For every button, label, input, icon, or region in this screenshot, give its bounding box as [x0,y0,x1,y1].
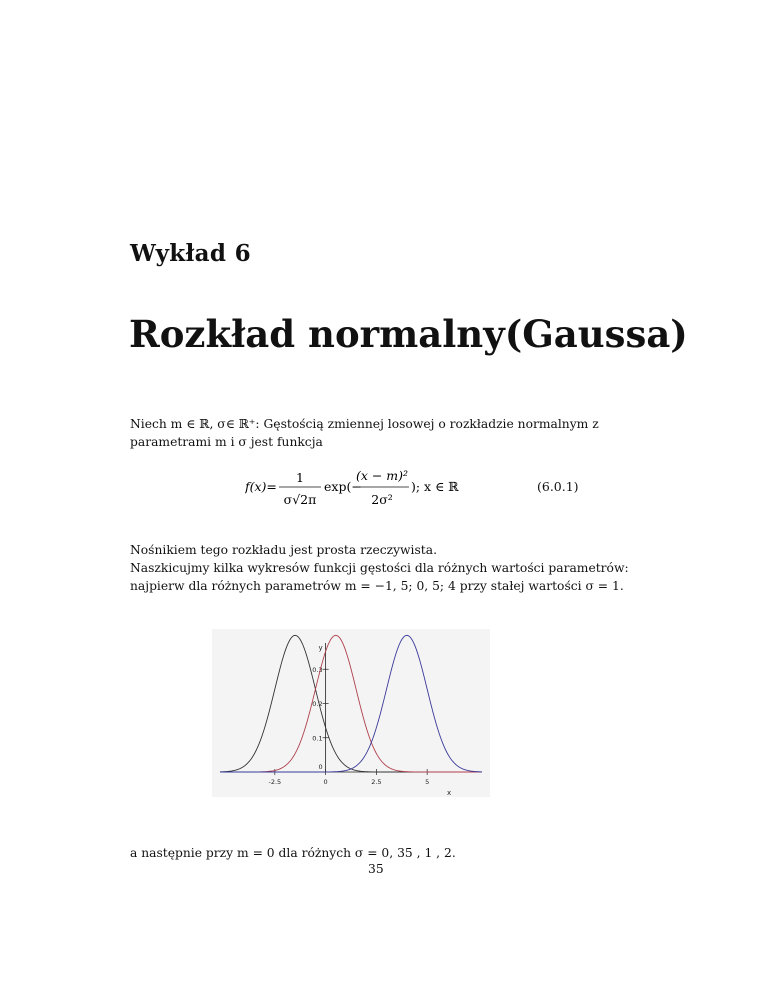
y-tick-label: 0.3 [312,665,323,674]
y-tick-label: 0 [318,763,323,771]
intro-paragraph [130,415,650,451]
eq-frac2-numerator: (x − m)² [355,468,409,483]
y-axis-label: y [318,644,323,652]
eq-frac1-numerator: 1 [296,470,304,485]
y-tick-label: 0.2 [312,700,323,708]
x-axis-label: x [447,789,452,797]
equation-number: (6.0.1) [537,479,579,494]
eq-lhs: f(x)= [245,479,277,494]
intro-line-2: parametrami m i σ jest funkcja [130,435,323,449]
x-tick-label: 0 [323,778,328,786]
eq-exp: exp(− [324,479,362,494]
eq-frac1-denominator: σ√2π [283,492,317,507]
page-number: 35 [368,862,384,876]
density-equation [245,458,645,514]
normal-density-chart [212,629,490,797]
chapter-heading: Wykład 6 [130,240,251,267]
x-tick-label: 2.5 [371,778,382,786]
y-tick-label: 0.1 [312,734,323,743]
intro-line-1: Niech m ∈ ℝ, σ∈ ℝ⁺: Gęstością zmiennej losowej o rozkładzie normalnym z [130,417,599,431]
body-paragraph [130,541,650,595]
eq-frac2-denominator: 2σ² [371,492,393,507]
body-line-3: najpierw dla różnych parametrów m = −1, 5; 0, 5; 4 przy stałej wartości σ = 1. [130,579,624,593]
closing-sentence: a następnie przy m = 0 dla różnych σ = 0, 35 , 1 , 2. [130,846,456,860]
eq-rhs: ); x ∈ ℝ [411,479,459,494]
x-tick-label: 5 [425,778,430,786]
body-line-2: Naszkicujmy kilka wykresów funkcji gęstości dla różnych wartości parametrów: [130,561,629,575]
chapter-title: Rozkład normalny(Gaussa) [129,312,688,356]
x-tick-label: -2.5 [268,778,282,786]
body-line-1: Nośnikiem tego rozkładu jest prosta rzeczywista. [130,543,437,557]
